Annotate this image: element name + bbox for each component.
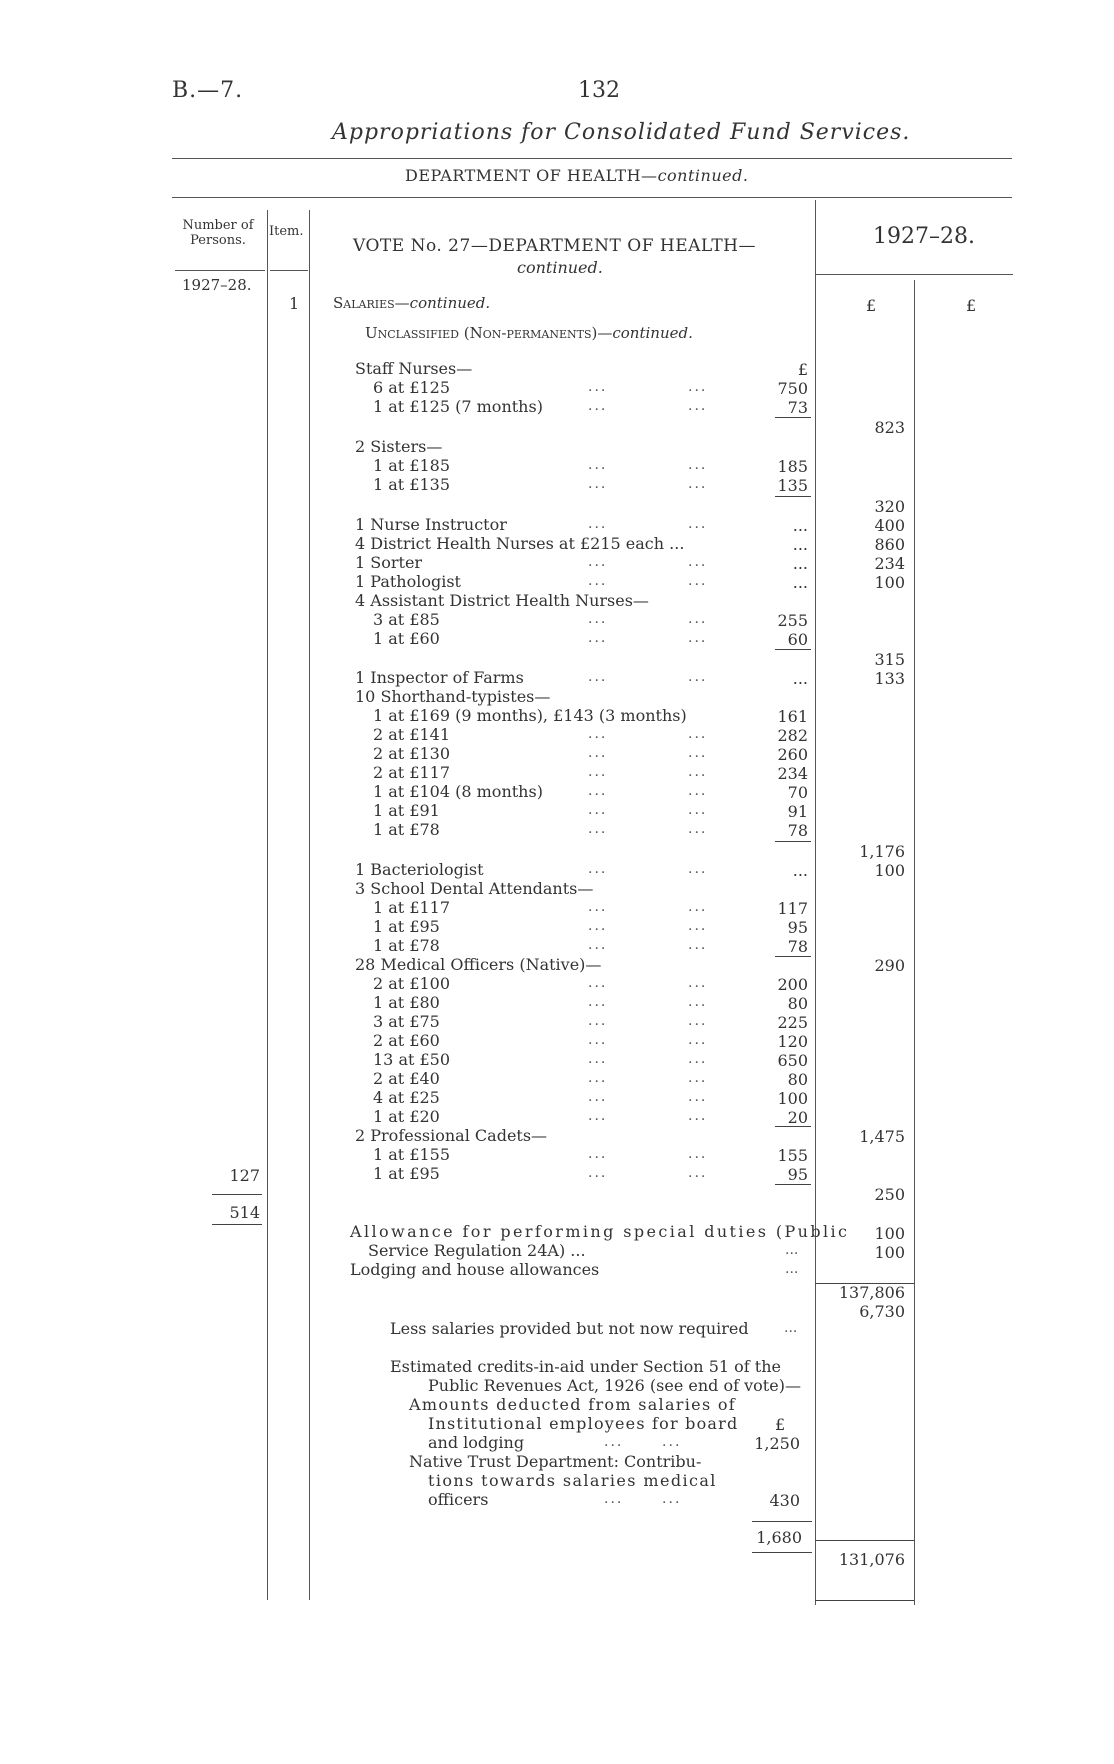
leader-dots: ... [588, 1051, 608, 1067]
line-item-amount: 95 [787, 1165, 808, 1184]
line-item-label: 1 Bacteriologist [355, 860, 484, 879]
line-item-amount: 78 [787, 937, 808, 956]
leader-dots: ... [688, 899, 708, 915]
line-item-label: 1 at £80 [373, 993, 440, 1012]
credits-board-amount: 1,250 [754, 1434, 800, 1453]
leader-dots: ... [688, 573, 708, 589]
leader-dots: ... [688, 1070, 708, 1086]
line-item-label: 2 at £117 [373, 763, 451, 782]
line-item-label: 4 District Health Nurses at £215 each ... [355, 534, 685, 553]
line-item-amount: 120 [777, 1032, 808, 1051]
department-heading [405, 166, 748, 185]
total-value: 100 [874, 1243, 905, 1262]
unclassified-heading [365, 324, 693, 342]
credits-dots: ... ... [604, 1491, 682, 1507]
total-value: 234 [874, 554, 905, 573]
salaries-heading [333, 294, 490, 312]
line-item-label: 1 at £135 [373, 475, 451, 494]
leader-dots: ... [688, 745, 708, 761]
credits-dots: ... ... [604, 1434, 682, 1450]
year-header-rule [815, 274, 1013, 275]
line-item-label: 3 at £85 [373, 610, 440, 629]
line-item-amount: 95 [787, 918, 808, 937]
line-item-label: 3 at £75 [373, 1012, 440, 1031]
allowance-line-2-dots: ... [785, 1242, 799, 1258]
allowance-line-2: Service Regulation 24A) ... [368, 1241, 586, 1260]
final-total-rule-bottom [815, 1600, 914, 1601]
credits-line-1: Estimated credits-in-aid under Section 51 of the [390, 1357, 781, 1376]
item-header-rule [270, 270, 308, 271]
line-item-label: 1 at £95 [373, 1164, 440, 1183]
line-item-amount: 117 [777, 899, 808, 918]
leader-dots: ... [588, 821, 608, 837]
line-item-label: 10 Shorthand-typistes— [355, 687, 551, 706]
allowance-text-1: Allowance for performing special duties (Public [350, 1222, 850, 1241]
line-item-label: 1 at £185 [373, 456, 451, 475]
leader-dots: ... [688, 1146, 708, 1162]
total-value: 131,076 [838, 1550, 905, 1569]
leader-dots: ... [688, 764, 708, 780]
line-item-amount: 155 [777, 1146, 808, 1165]
leader-dots: ... [688, 1013, 708, 1029]
leader-dots: ... [688, 457, 708, 473]
line-item-amount: 91 [787, 802, 808, 821]
line-item-label: 4 Assistant District Health Nurses— [355, 591, 649, 610]
leader-dots: ... [688, 821, 708, 837]
leader-dots: ... [588, 1165, 608, 1181]
line-item-label: 1 at £104 (8 months) [373, 782, 543, 801]
leader-dots: ... [688, 379, 708, 395]
line-item-label: 4 at £25 [373, 1088, 440, 1107]
line-item-label: 2 at £130 [373, 744, 451, 763]
col-rule-item [309, 210, 310, 1600]
line-item-amount: 100 [777, 1089, 808, 1108]
total-value: 823 [874, 418, 905, 437]
leader-dots: ... [588, 745, 608, 761]
leader-dots: ... [688, 975, 708, 991]
line-item-amount: £ [797, 360, 808, 379]
vote-continued: continued. [517, 258, 603, 277]
total-value: 133 [874, 669, 905, 688]
line-item-amount: 80 [787, 994, 808, 1013]
unclassified-label: Unclassified (Non-permanents)— [365, 324, 613, 342]
leader-dots: ... [688, 669, 708, 685]
number-of-persons-header: Number of Persons. [182, 218, 254, 248]
leader-dots: ... [688, 937, 708, 953]
col-rule-main [815, 200, 816, 1605]
credits-line-7: tions towards salaries medical [428, 1471, 717, 1490]
subtotal-rule [775, 417, 811, 418]
line-item-amount: 750 [777, 379, 808, 398]
leader-dots: ... [688, 554, 708, 570]
leader-dots: ... [688, 918, 708, 934]
page-title: Appropriations for Consolidated Fund Services. [332, 120, 911, 145]
total-value: 860 [874, 535, 905, 554]
line-item-amount: 650 [777, 1051, 808, 1070]
leader-dots: ... [588, 994, 608, 1010]
line-item-amount: 225 [777, 1013, 808, 1032]
line-item-label: 1 at £125 (7 months) [373, 397, 543, 416]
leader-dots: ... [688, 476, 708, 492]
line-item-label: 1 at £60 [373, 629, 440, 648]
line-item-label: 1 Nurse Instructor [355, 515, 507, 534]
total-value: 100 [874, 1224, 905, 1243]
total-value: 400 [874, 516, 905, 535]
leader-dots: ... [688, 398, 708, 414]
leader-dots: ... [688, 1165, 708, 1181]
total-value: 6,730 [859, 1302, 905, 1321]
item-header: Item. [269, 224, 304, 239]
persons-header-rule [175, 270, 265, 271]
leader-dots: ... [588, 1108, 608, 1124]
line-item-label: Staff Nurses— [355, 359, 473, 378]
total-value: 137,806 [838, 1283, 905, 1302]
line-item-label: 1 Pathologist [355, 572, 461, 591]
leader-dots: ... [588, 918, 608, 934]
leader-dots: ... [588, 554, 608, 570]
line-item-label: 3 School Dental Attendants— [355, 879, 594, 898]
leader-dots: ... [588, 611, 608, 627]
credits-sum-rule-bottom [752, 1552, 812, 1553]
line-item-label: 2 at £40 [373, 1069, 440, 1088]
line-item-amount: ... [792, 861, 808, 880]
leader-dots: ... [588, 783, 608, 799]
line-item-label: 13 at £50 [373, 1050, 451, 1069]
credits-line-3: Amounts deducted from salaries of [409, 1395, 736, 1414]
total-value: 100 [874, 573, 905, 592]
leader-dots: ... [588, 1070, 608, 1086]
total-value: 320 [874, 497, 905, 516]
line-item-label: 28 Medical Officers (Native)— [355, 955, 602, 974]
line-item-amount: 234 [777, 764, 808, 783]
line-item-amount: 200 [777, 975, 808, 994]
leader-dots: ... [688, 1051, 708, 1067]
credits-line-5: and lodging [428, 1433, 525, 1452]
credits-sum-rule [752, 1521, 812, 1522]
credits-pound: £ [775, 1415, 786, 1434]
vote-title: VOTE No. 27—DEPARTMENT OF HEALTH— [353, 236, 757, 256]
leader-dots: ... [588, 669, 608, 685]
leader-dots: ... [688, 802, 708, 818]
credits-line-2: Public Revenues Act, 1926 (see end of vote)— [428, 1376, 801, 1395]
leader-dots: ... [588, 457, 608, 473]
salaries-continued: continued. [409, 294, 491, 312]
line-item-label: 2 Sisters— [355, 437, 443, 456]
persons-rule [212, 1224, 262, 1225]
year-header: 1927–28. [873, 224, 975, 249]
line-item-amount: ... [792, 573, 808, 592]
pound-col1-header: £ [866, 296, 877, 315]
line-item-amount: ... [792, 669, 808, 688]
title-rule [172, 158, 1012, 159]
leader-dots: ... [688, 861, 708, 877]
credits-native-amount: 430 [769, 1491, 800, 1510]
line-item-amount: 80 [787, 1070, 808, 1089]
leader-dots: ... [688, 516, 708, 532]
subtotal-rule [775, 496, 811, 497]
line-item-amount: 73 [787, 398, 808, 417]
leader-dots: ... [688, 1108, 708, 1124]
line-item-label: 1 Sorter [355, 553, 423, 572]
line-item-label: 1 at £169 (9 months), £143 (3 months) [373, 706, 687, 725]
leader-dots: ... [588, 1146, 608, 1162]
persons-rule [212, 1194, 262, 1195]
line-item-label: 2 at £60 [373, 1031, 440, 1050]
pound-col2-header: £ [966, 296, 977, 315]
line-item-amount: 282 [777, 726, 808, 745]
line-item-amount: ... [792, 554, 808, 573]
page-reference: B.—7. [172, 78, 244, 103]
lodging-line-dots: ... [785, 1261, 799, 1277]
subtotal-rule [775, 841, 811, 842]
less-salaries-line: Less salaries provided but not now required [390, 1319, 749, 1338]
line-item-label: 2 Professional Cadets— [355, 1126, 548, 1145]
leader-dots: ... [688, 1089, 708, 1105]
line-item-label: 1 at £78 [373, 936, 440, 955]
line-item-label: 1 Inspector of Farms [355, 668, 524, 687]
line-item-amount: 20 [787, 1108, 808, 1127]
leader-dots: ... [688, 1032, 708, 1048]
line-item-label: 6 at £125 [373, 378, 451, 397]
line-item-amount: 255 [777, 611, 808, 630]
department-suffix: continued. [657, 166, 749, 185]
leader-dots: ... [588, 516, 608, 532]
salaries-label: Salaries— [333, 294, 410, 312]
leader-dots: ... [588, 379, 608, 395]
col-rule-persons [267, 210, 268, 1600]
lodging-line: Lodging and house allowances [350, 1260, 600, 1279]
leader-dots: ... [688, 994, 708, 1010]
department-name: DEPARTMENT OF HEALTH— [405, 166, 658, 185]
leader-dots: ... [688, 726, 708, 742]
line-item-label: 1 at £91 [373, 801, 440, 820]
leader-dots: ... [588, 398, 608, 414]
line-item-amount: 161 [777, 707, 808, 726]
persons-count: 127 [229, 1166, 260, 1185]
page-number: 132 [578, 78, 620, 103]
total-value: 1,475 [859, 1127, 905, 1146]
leader-dots: ... [688, 611, 708, 627]
leader-dots: ... [588, 476, 608, 492]
less-salaries-dots: ... [784, 1320, 798, 1336]
left-year-label: 1927–28. [182, 276, 252, 294]
leader-dots: ... [588, 1013, 608, 1029]
grand-subtotal-rule [815, 1283, 914, 1284]
line-item-label: 2 at £141 [373, 725, 451, 744]
leader-dots: ... [588, 937, 608, 953]
line-item-label: 1 at £117 [373, 898, 451, 917]
allowance-line-1 [350, 1222, 850, 1241]
leader-dots: ... [588, 764, 608, 780]
item-number: 1 [289, 294, 300, 313]
line-item-amount: 78 [787, 821, 808, 840]
subtotal-rule [775, 1184, 811, 1185]
unclassified-continued: continued. [612, 324, 693, 342]
final-total-rule-top [815, 1540, 914, 1541]
leader-dots: ... [588, 802, 608, 818]
leader-dots: ... [588, 1032, 608, 1048]
leader-dots: ... [588, 573, 608, 589]
leader-dots: ... [588, 1089, 608, 1105]
credits-line-6: Native Trust Department: Contribu- [409, 1452, 702, 1471]
line-item-amount: 260 [777, 745, 808, 764]
credits-line-8: officers [428, 1490, 489, 1509]
line-item-amount: 70 [787, 783, 808, 802]
leader-dots: ... [588, 975, 608, 991]
line-item-label: 1 at £155 [373, 1145, 451, 1164]
line-item-label: 1 at £78 [373, 820, 440, 839]
line-item-amount: ... [792, 535, 808, 554]
total-value: 250 [874, 1185, 905, 1204]
line-item-label: 1 at £20 [373, 1107, 440, 1126]
leader-dots: ... [588, 726, 608, 742]
credits-sum: 1,680 [756, 1528, 802, 1547]
persons-count: 514 [229, 1203, 260, 1222]
line-item-amount: ... [792, 516, 808, 535]
total-value: 315 [874, 650, 905, 669]
leader-dots: ... [588, 899, 608, 915]
total-value: 290 [874, 956, 905, 975]
line-item-amount: 185 [777, 457, 808, 476]
subtotal-rule [775, 649, 811, 650]
credits-line-4: Institutional employees for board [428, 1414, 739, 1433]
line-item-amount: 60 [787, 630, 808, 649]
subtotal-rule [775, 1126, 811, 1127]
line-item-amount: 135 [777, 476, 808, 495]
subtotal-rule [775, 956, 811, 957]
total-value: 1,176 [859, 842, 905, 861]
leader-dots: ... [688, 783, 708, 799]
leader-dots: ... [588, 630, 608, 646]
col-rule-totals [914, 280, 915, 1605]
line-item-label: 1 at £95 [373, 917, 440, 936]
total-value: 100 [874, 861, 905, 880]
leader-dots: ... [588, 861, 608, 877]
leader-dots: ... [688, 630, 708, 646]
line-item-label: 2 at £100 [373, 974, 451, 993]
header-rule [172, 197, 1012, 198]
